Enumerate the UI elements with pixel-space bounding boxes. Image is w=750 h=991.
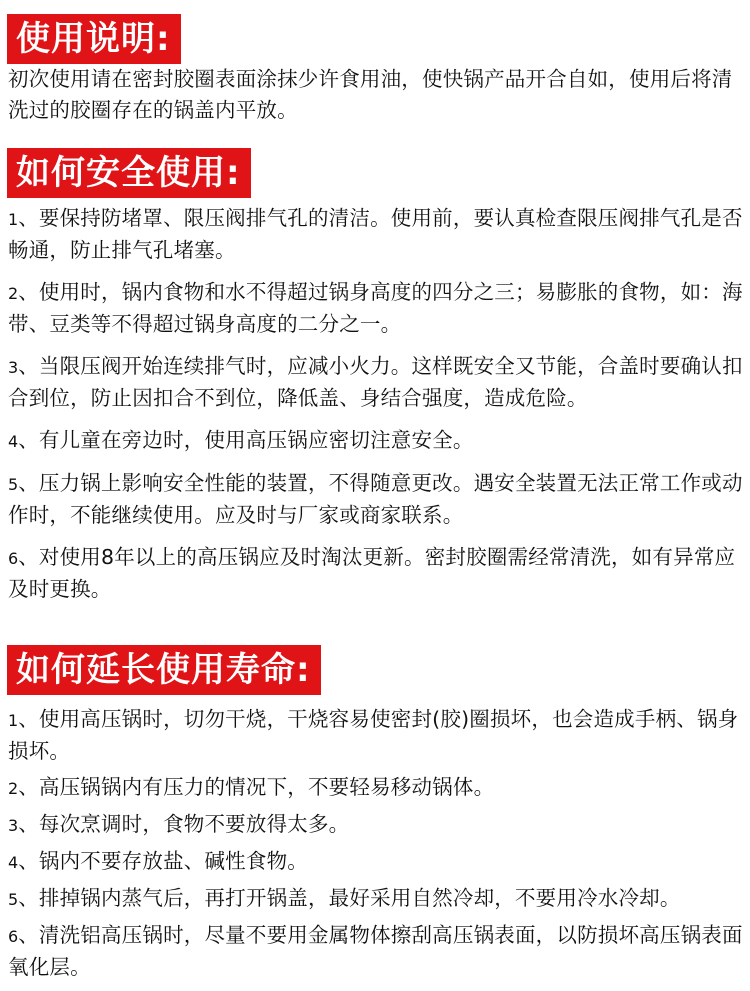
- item-text: 、锅内不要存放盐、碱性食物。: [18, 849, 308, 873]
- item-number: 1: [8, 210, 19, 229]
- item-text: 、当限压阀开始连续排气时，应减小火力。这样既安全又节能，合盖时要确认扣合到位，防止因扣合不到位，降低盖、身结合强度，造成危险。: [8, 354, 743, 410]
- item-text: 、每次烹调时，食物不要放得太多。: [18, 812, 350, 836]
- item-text: 、压力锅上影响安全性能的装置，不得随意更改。遇安全装置无法正常工作或动作时，不能继续使用。应及时与厂家或商家联系。: [8, 471, 743, 527]
- item-number: 2: [8, 779, 19, 798]
- item-text: 、排掉锅内蒸气后，再打开锅盖，最好采用自然冷却，不要用冷水冷却。: [18, 886, 681, 910]
- list-item: [8, 468, 744, 531]
- list-item: [8, 846, 744, 878]
- list-item: [8, 425, 744, 457]
- item-number: 4: [8, 432, 19, 451]
- list-item: [8, 920, 744, 983]
- section-title-extend-life: 如何延长使用寿命:: [7, 645, 321, 695]
- item-text: 、高压锅锅内有压力的情况下，不要轻易移动锅体。: [18, 775, 495, 799]
- section-title-safe-use: 如何安全使用:: [7, 148, 251, 198]
- list-item: [8, 203, 744, 266]
- list-item: [8, 277, 744, 340]
- item-number: 3: [8, 816, 19, 835]
- extend-life-list: [8, 704, 744, 988]
- item-text: 、使用时，锅内食物和水不得超过锅身高度的四分之三；易膨胀的食物，如：海带、豆类等不得超过锅身高度的二分之一。: [8, 280, 743, 336]
- section-title-usage: 使用说明:: [7, 14, 181, 64]
- list-item: [8, 809, 744, 841]
- item-number: 5: [8, 890, 19, 909]
- list-item: [8, 883, 744, 915]
- item-text: 、要保持防堵罩、限压阀排气孔的清洁。使用前，要认真检查限压阀排气孔是否畅通，防止排气孔堵塞。: [8, 206, 743, 262]
- list-item: [8, 542, 744, 605]
- item-text: 、清洗铝高压锅时，尽量不要用金属物体擦刮高压锅表面，以防损坏高压锅表面氧化层。: [8, 923, 743, 979]
- item-number: 6: [8, 927, 19, 946]
- item-number: 2: [8, 284, 19, 303]
- item-text: 、对使用8年以上的高压锅应及时淘汰更新。密封胶圈需经常清洗，如有异常应及时更换。: [8, 545, 736, 601]
- item-number: 3: [8, 358, 19, 377]
- list-item: [8, 704, 744, 767]
- item-text: 、使用高压锅时，切勿干烧，干烧容易使密封(胶)圈损坏，也会造成手柄、锅身损坏。: [8, 707, 739, 763]
- safe-use-list: [8, 203, 744, 616]
- list-item: [8, 351, 744, 414]
- item-number: 4: [8, 853, 19, 872]
- item-number: 6: [8, 549, 19, 568]
- usage-instructions-text: 初次使用请在密封胶圈表面涂抹少许食用油，使快锅产品开合自如，使用后将清洗过的胶圈存在的锅盖内平放。: [8, 67, 733, 122]
- list-item: [8, 772, 744, 804]
- item-text: 、有儿童在旁边时，使用高压锅应密切注意安全。: [18, 428, 474, 452]
- item-number: 5: [8, 475, 19, 494]
- item-number: 1: [8, 711, 19, 730]
